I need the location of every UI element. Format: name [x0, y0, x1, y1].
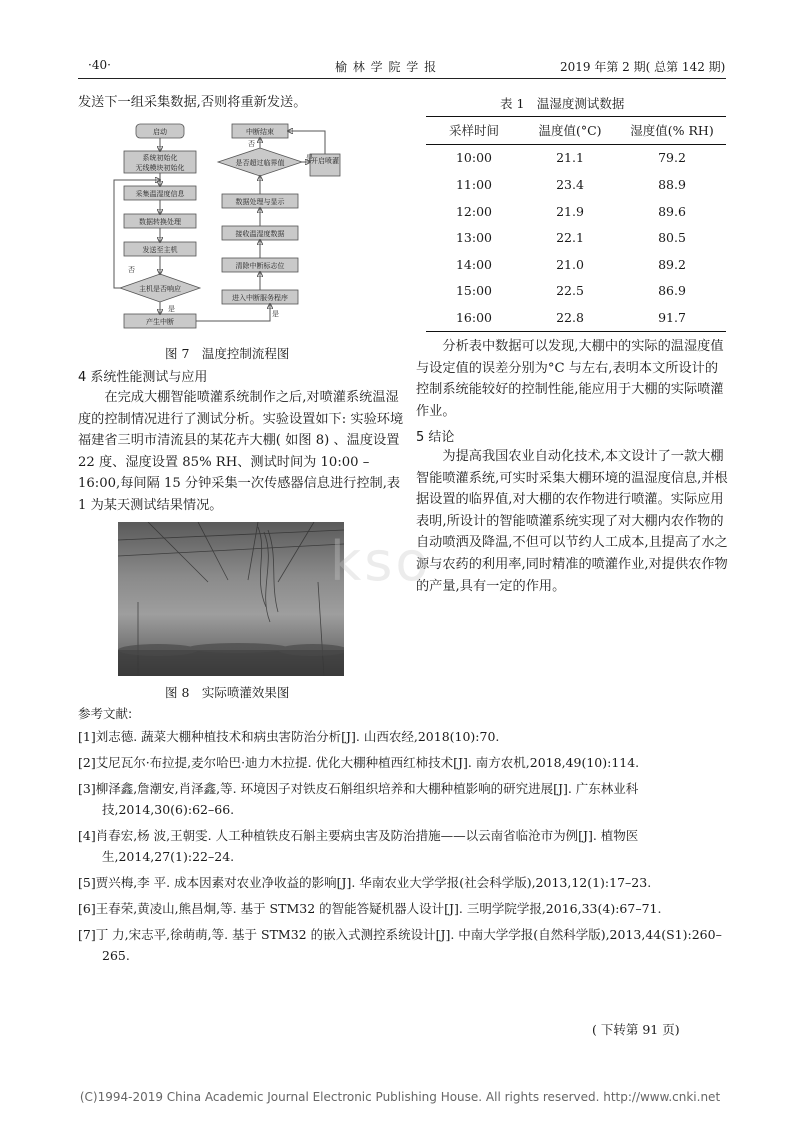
figure7-caption: 图 7 温度控制流程图	[165, 346, 290, 361]
table-cell: 79.2	[658, 150, 686, 166]
table-header-row	[426, 117, 726, 145]
section4-text: 在完成大棚智能喷灌系统制作之后,对喷灌系统温湿度的控制情况进行了测试分析。实验设置如下: 实验环境福建省三明市清流县的某花卉大棚( 如图 8) 、温度设置 22 度、湿度设置 85% RH、测试时间为 10:00 – 16:00,每间隔 15 分钟采集一次传感器信息进行控制,表 1 为某天测试结果情况。	[78, 390, 404, 513]
reference-item: [5]贾兴梅,李 平. 成本因素对农业净收益的影响[J]. 华南农业大学学报(社会科学版),2013,12(1):17–23.	[78, 875, 652, 890]
table-cell: 80.5	[658, 230, 686, 246]
fc-label-yes-bottom: 是	[272, 310, 279, 318]
table-row	[426, 251, 726, 278]
reference-item: [6]王春荣,黄凌山,熊昌炯,等. 基于 STM32 的智能答疑机器人设计[J]. 三明学院学报,2016,33(4):67–71.	[78, 901, 662, 916]
fc-threshold: 是否超过临界值	[235, 159, 285, 167]
table-cell: 16:00	[455, 309, 493, 325]
table-cell: 23.4	[556, 176, 584, 192]
header-rule	[78, 78, 726, 79]
table-cell: 13:00	[455, 230, 493, 246]
table-cell: 14:00	[455, 256, 493, 272]
fc-label-no-left: 否	[128, 266, 135, 274]
fc-label-yes-right: 是	[306, 154, 313, 162]
continued-note: ( 下转第 91 页)	[592, 1022, 680, 1037]
fc-label-yes-left: 是	[168, 305, 175, 313]
fc-process: 数据处理与显示	[235, 198, 285, 206]
table-cell: 89.2	[658, 256, 686, 272]
table-row	[426, 304, 726, 331]
section5-text: 为提高我国农业自动化技术,本文设计了一款大棚智能喷灌系统,可实时采集大棚环境的温湿度信息,并根据设置的临界值,对大棚的农作物进行喷灌。实际应用表明,所设计的智能喷灌系统实现了对大棚内农作物的自动喷洒及降温,不但可以节约人工成本,且提高了水之源与农药的利用率,同时精准的喷灌作业,对提供农作物的产量,具有一定的作用。	[416, 449, 728, 594]
table-cell: 91.7	[658, 309, 686, 325]
table-cell: 22.1	[556, 230, 584, 246]
fc-start: 启动	[153, 128, 167, 136]
fc-send: 发送至主机	[142, 246, 178, 254]
table-cell: 86.9	[658, 283, 686, 299]
spray-effect-photo	[118, 522, 344, 676]
fc-enter-isr: 进入中断服务程序	[232, 294, 288, 302]
fc-isr-end: 中断结束	[246, 128, 274, 136]
table-cell: 22.5	[556, 283, 584, 299]
fc-convert: 数据转换处理	[139, 218, 181, 226]
greenhouse-spray-image	[118, 522, 344, 676]
reference-item: [3]柳泽鑫,詹潮安,肖泽鑫,等. 环境因子对铁皮石斛组织培养和大棚种植影响的研究进展[J]. 广东林业科技,2014,30(6):62–66.	[78, 781, 639, 817]
table-row	[426, 224, 726, 251]
fc-label-no-right: 否	[248, 140, 255, 148]
table-cell: 21.9	[556, 203, 584, 219]
table-cell: 89.6	[658, 203, 686, 219]
table-cell: 21.0	[556, 256, 584, 272]
analysis-text: 分析表中数据可以发现,大棚中的实际的温湿度值与设定值的误差分别为°C 与左右,表明本文所设计的控制系统能较好的控制性能,能应用于大棚的实际喷灌作业。	[416, 339, 724, 419]
table-header-time: 采样时间	[448, 123, 499, 139]
table-header-humidity: 湿度值(% RH)	[630, 123, 714, 139]
table-row	[426, 144, 726, 171]
table-cell: 12:00	[455, 203, 493, 219]
page-number: ·40·	[88, 58, 111, 72]
references-list	[78, 726, 728, 971]
table-cell: 11:00	[455, 176, 493, 192]
reference-item: [7]丁 力,宋志平,徐萌萌,等. 基于 STM32 的嵌入式测控系统设计[J]. 中南大学学报(自然科学版),2013,44(S1):260–265.	[78, 927, 722, 963]
table-row	[426, 198, 726, 225]
figure8-caption: 图 8 实际喷灌效果图	[165, 685, 290, 700]
issue-info: 2019 年第 2 期( 总第 142 期)	[560, 60, 726, 74]
fc-interrupt: 产生中断	[146, 318, 174, 326]
table1-title: 表 1 温湿度测试数据	[500, 96, 625, 111]
table-header-temp: 温度值(°C)	[538, 123, 602, 139]
table-row	[426, 278, 726, 305]
table-cell: 15:00	[455, 283, 493, 299]
intro-line: 发送下一组采集数据,否则将重新发送。	[78, 95, 307, 110]
fc-init: 系统初始化	[142, 154, 178, 162]
fc-open-spray: 开启喷灌	[311, 157, 339, 165]
reference-item: [2]艾尼瓦尔·布拉提,麦尔哈巴·迪力木拉提. 优化大棚种植西红柿技术[J]. 南方农机,2018,49(10):114.	[78, 755, 640, 770]
fc-host-resp: 主机是否响应	[139, 285, 181, 293]
references-heading: 参考文献:	[78, 706, 133, 721]
temperature-humidity-table	[426, 116, 726, 332]
table-cell: 10:00	[455, 150, 493, 166]
table-row	[426, 171, 726, 198]
reference-item: [1]刘志德. 蔬菜大棚种植技术和病虫害防治分析[J]. 山西农经,2018(10):70.	[78, 729, 500, 744]
table-cell: 22.8	[556, 309, 584, 325]
fc-init2: 无线模块初始化	[135, 164, 185, 172]
copyright-footer: (C)1994-2019 China Academic Journal Electronic Publishing House. All rights reserved. http://www.cnki.net	[79, 1090, 721, 1104]
section5-heading: 5 结论	[416, 430, 455, 445]
journal-title: 榆 林 学 院 学 报	[335, 60, 438, 74]
section4-heading: 4 系统性能测试与应用	[78, 370, 208, 385]
table-cell: 88.9	[658, 176, 686, 192]
watermark: kso	[330, 530, 432, 593]
fc-clear-flag: 清除中断标志位	[235, 262, 285, 270]
fc-recv: 接收温湿度数据	[235, 230, 285, 238]
table-cell: 21.1	[556, 150, 584, 166]
reference-item: [4]肖春宏,杨 波,王朝雯. 人工种植铁皮石斛主要病虫害及防治措施——以云南省临沧市为例[J]. 植物医生,2014,27(1):22–24.	[78, 828, 639, 864]
temperature-control-flowchart	[110, 118, 360, 340]
fc-collect: 采集温湿度信息	[135, 190, 185, 198]
